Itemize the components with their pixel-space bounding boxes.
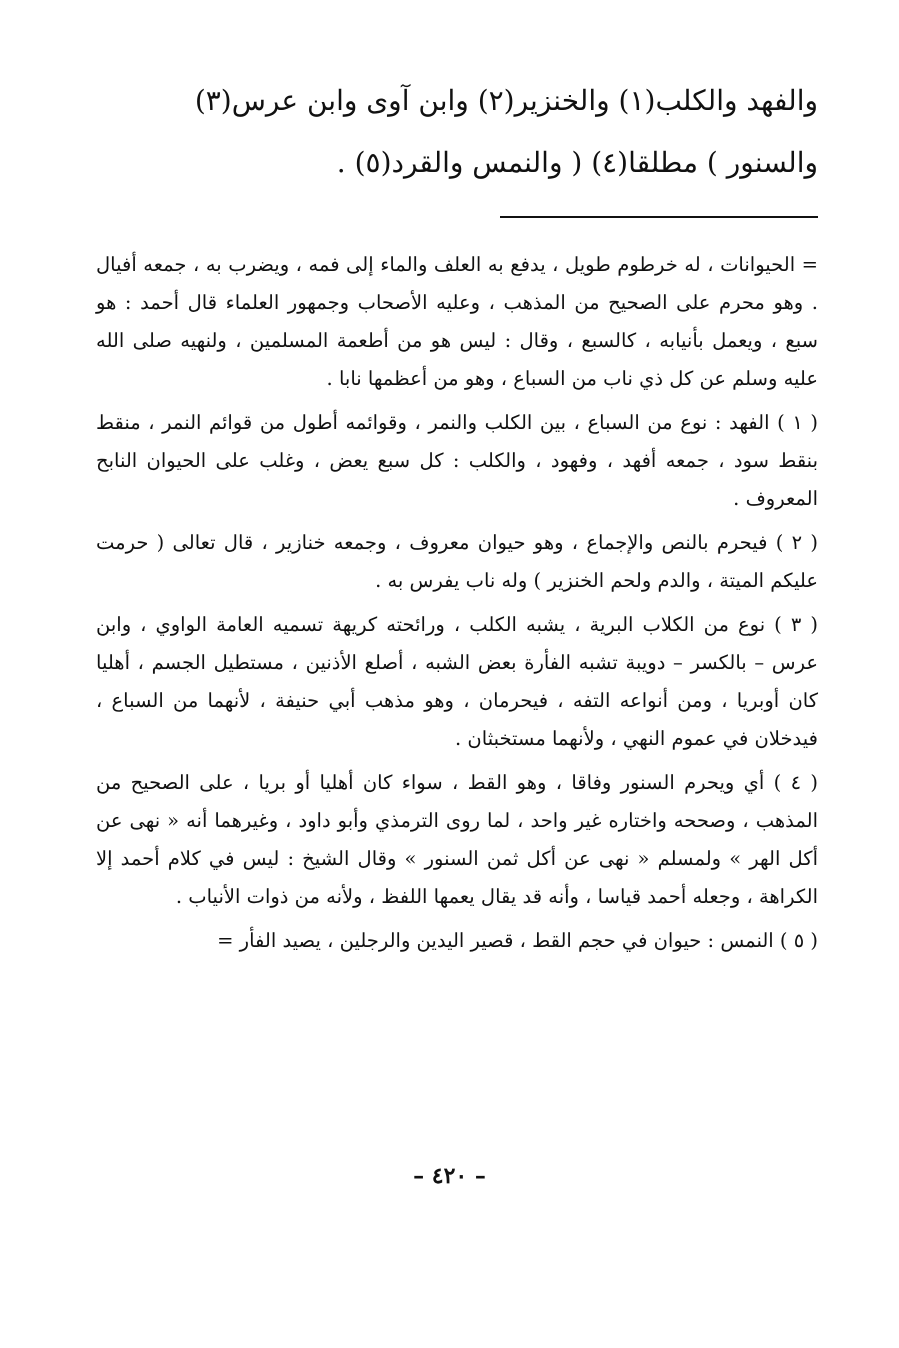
- footnote-1: ( ١ ) الفهد : نوع من السباع ، بين الكلب والنمر ، وقوائمه أطول من قوائم النمر ، منقط بنقط سود ، جمعه أفهد ، وفهود ، والكلب : كل سبع يعض ، وغلب على الحيوان النابح المعروف .: [96, 411, 818, 510]
- page-body: [96, 70, 818, 966]
- footnote-5: ( ٥ ) النمس : حيوان في حجم القط ، قصير اليدين والرجلين ، يصيد الفأر =: [217, 929, 818, 952]
- footnote-3: ( ٣ ) نوع من الكلاب البرية ، يشبه الكلب ، ورائحته كريهة تسميه العامة الواوي ، وابن عرس – بالكسر – دويبة تشبه الفأرة بعض الشبه ، أصلع الأذنين ، مستطيل الجسم ، أهليا كان أوبريا ، ومن أنواعه التفه ، فيحرمان ، وهو مذهب أبي حنيفة ، لأنهما من السباع ، فيدخلان في عموم النهي ، ولأنهما مستخبثان .: [96, 613, 819, 750]
- footnote-4: ( ٤ ) أي ويحرم السنور وفاقا ، وهو القط ، سواء كان أهليا أو بريا ، على الصحيح من المذهب ، وصححه واختاره غير واحد ، لما روى الترمذي وأبو داود ، وغيرهما أنه « نهى عن أكل الهر » ولمسلم « نهى عن أكل ثمن السنور » وقال الشيخ : ليس في كلام أحمد إلا الكراهة ، وجعله أحمد قياسا ، وأنه قد يقال يعمها اللفظ ، ولأنه من ذوات الأنياب .: [96, 771, 819, 908]
- footnote-separator: [500, 216, 818, 218]
- main-text-line-2: والسنور ) مطلقا(٤) ( والنمس والقرد(٥) .: [336, 146, 818, 179]
- main-text-line-1: والفهد والكلب(١) والخنزير(٢) وابن آوى وابن عرس(٣): [194, 84, 818, 117]
- footnote-2: ( ٢ ) فيحرم بالنص والإجماع ، وهو حيوان معروف ، وجمعه خنازير ، قال تعالى ( حرمت عليكم الميتة ، والدم ولحم الخنزير ) وله ناب يفرس به .: [96, 531, 818, 592]
- footnote-continuation: = الحيوانات ، له خرطوم طويل ، يدفع به العلف والماء إلى فمه ، ويضرب به ، جمعه أفيال . وهو محرم على الصحيح من المذهب ، وعليه الأصحاب وجمهور العلماء قال أحمد : هو سبع ، ويعمل بأنيابه ، كالسبع ، وقال : ليس هو من أطعمة المسلمين ، ولنهيه صلى الله عليه وسلم عن كل ذي ناب من السباع ، وهو من أعظمها نابا .: [96, 253, 818, 390]
- page-number: – ٤٢٠ –: [413, 1163, 486, 1189]
